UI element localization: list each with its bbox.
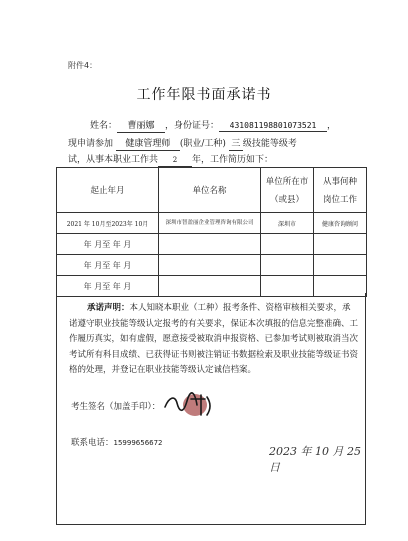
row1-period: 2021 年 10月至2023年 10月 [57,213,159,234]
level-value: 三 [229,139,243,151]
row1-unit: 深圳市智盈丽企业管理咨询有限公司 [159,213,261,234]
header-unit: 单位名称 [159,168,261,213]
header-job: 从事何种 岗位工作 [314,168,367,213]
pledge-text [69,301,359,379]
name-line-end: ， [327,121,337,131]
signature-label: 考生签名（加盖手印）： [71,402,161,412]
signature-line [71,400,160,412]
table-row [57,255,367,276]
pledge-heading: 承诺声明： [87,303,130,313]
phone-label: 联系电话： [71,438,114,448]
years-prefix: 试，从事本职业工作共 [68,155,159,165]
header-period: 起止年月 [57,168,159,213]
pledge-section [56,293,366,525]
phone-line [71,436,163,448]
occupation-value: 健康管理师 [116,139,180,151]
occupation-line [68,136,297,151]
table-header-row [57,168,367,213]
id-label: ，身份证号： [165,121,220,131]
table-row [57,213,367,234]
name-line [90,118,336,133]
empty-period: 年 月至 年 月 [57,234,159,255]
handwritten-signature [161,389,217,421]
name-value: 曹丽娜 [117,121,165,133]
apply-prefix: 现申请参加 [68,139,114,149]
pledge-body: 本人知晓本职业（工种）报考条件、资格审核相关要求，承诺遵守职业技能等级认定报考的有关要求，保证本次填报的信息完整准确、工作履历真实，如有虚假，愿意接受被取消申报资格、已参加考试则被取消当次考试所有科目成绩、已获得证书则被注销证书数据检索及职业技能等级证书资格的处理，并登记在职业技能等级认定诚信档案。 [69,303,359,375]
empty-period: 年 月至 年 月 [57,255,159,276]
years-value: 2 [158,155,192,167]
empty-period: 年 月至 年 月 [57,276,159,297]
name-label: 姓名： [90,121,118,131]
header-location: 单位所在市 （或县） [261,168,314,213]
years-suffix: 年，工作简历如下： [192,155,274,165]
row1-city: 深圳市 [261,213,314,234]
phone-value: 15999656672 [113,439,163,447]
table-row [57,234,367,255]
attachment-label: 附件4： [68,61,98,70]
occupation-mid: (职业/工种) [179,139,226,149]
signing-date: 2023 年 10 月 25 日 [269,445,361,474]
work-history-table [56,167,367,297]
apply-suffix: 级技能等级考 [242,139,297,149]
row1-job: 健康咨询顾问 [314,213,367,234]
id-number: 431081198801073521 [219,120,327,132]
years-line [68,152,273,167]
document-title: 工作年限书面承诺书 [136,87,272,103]
